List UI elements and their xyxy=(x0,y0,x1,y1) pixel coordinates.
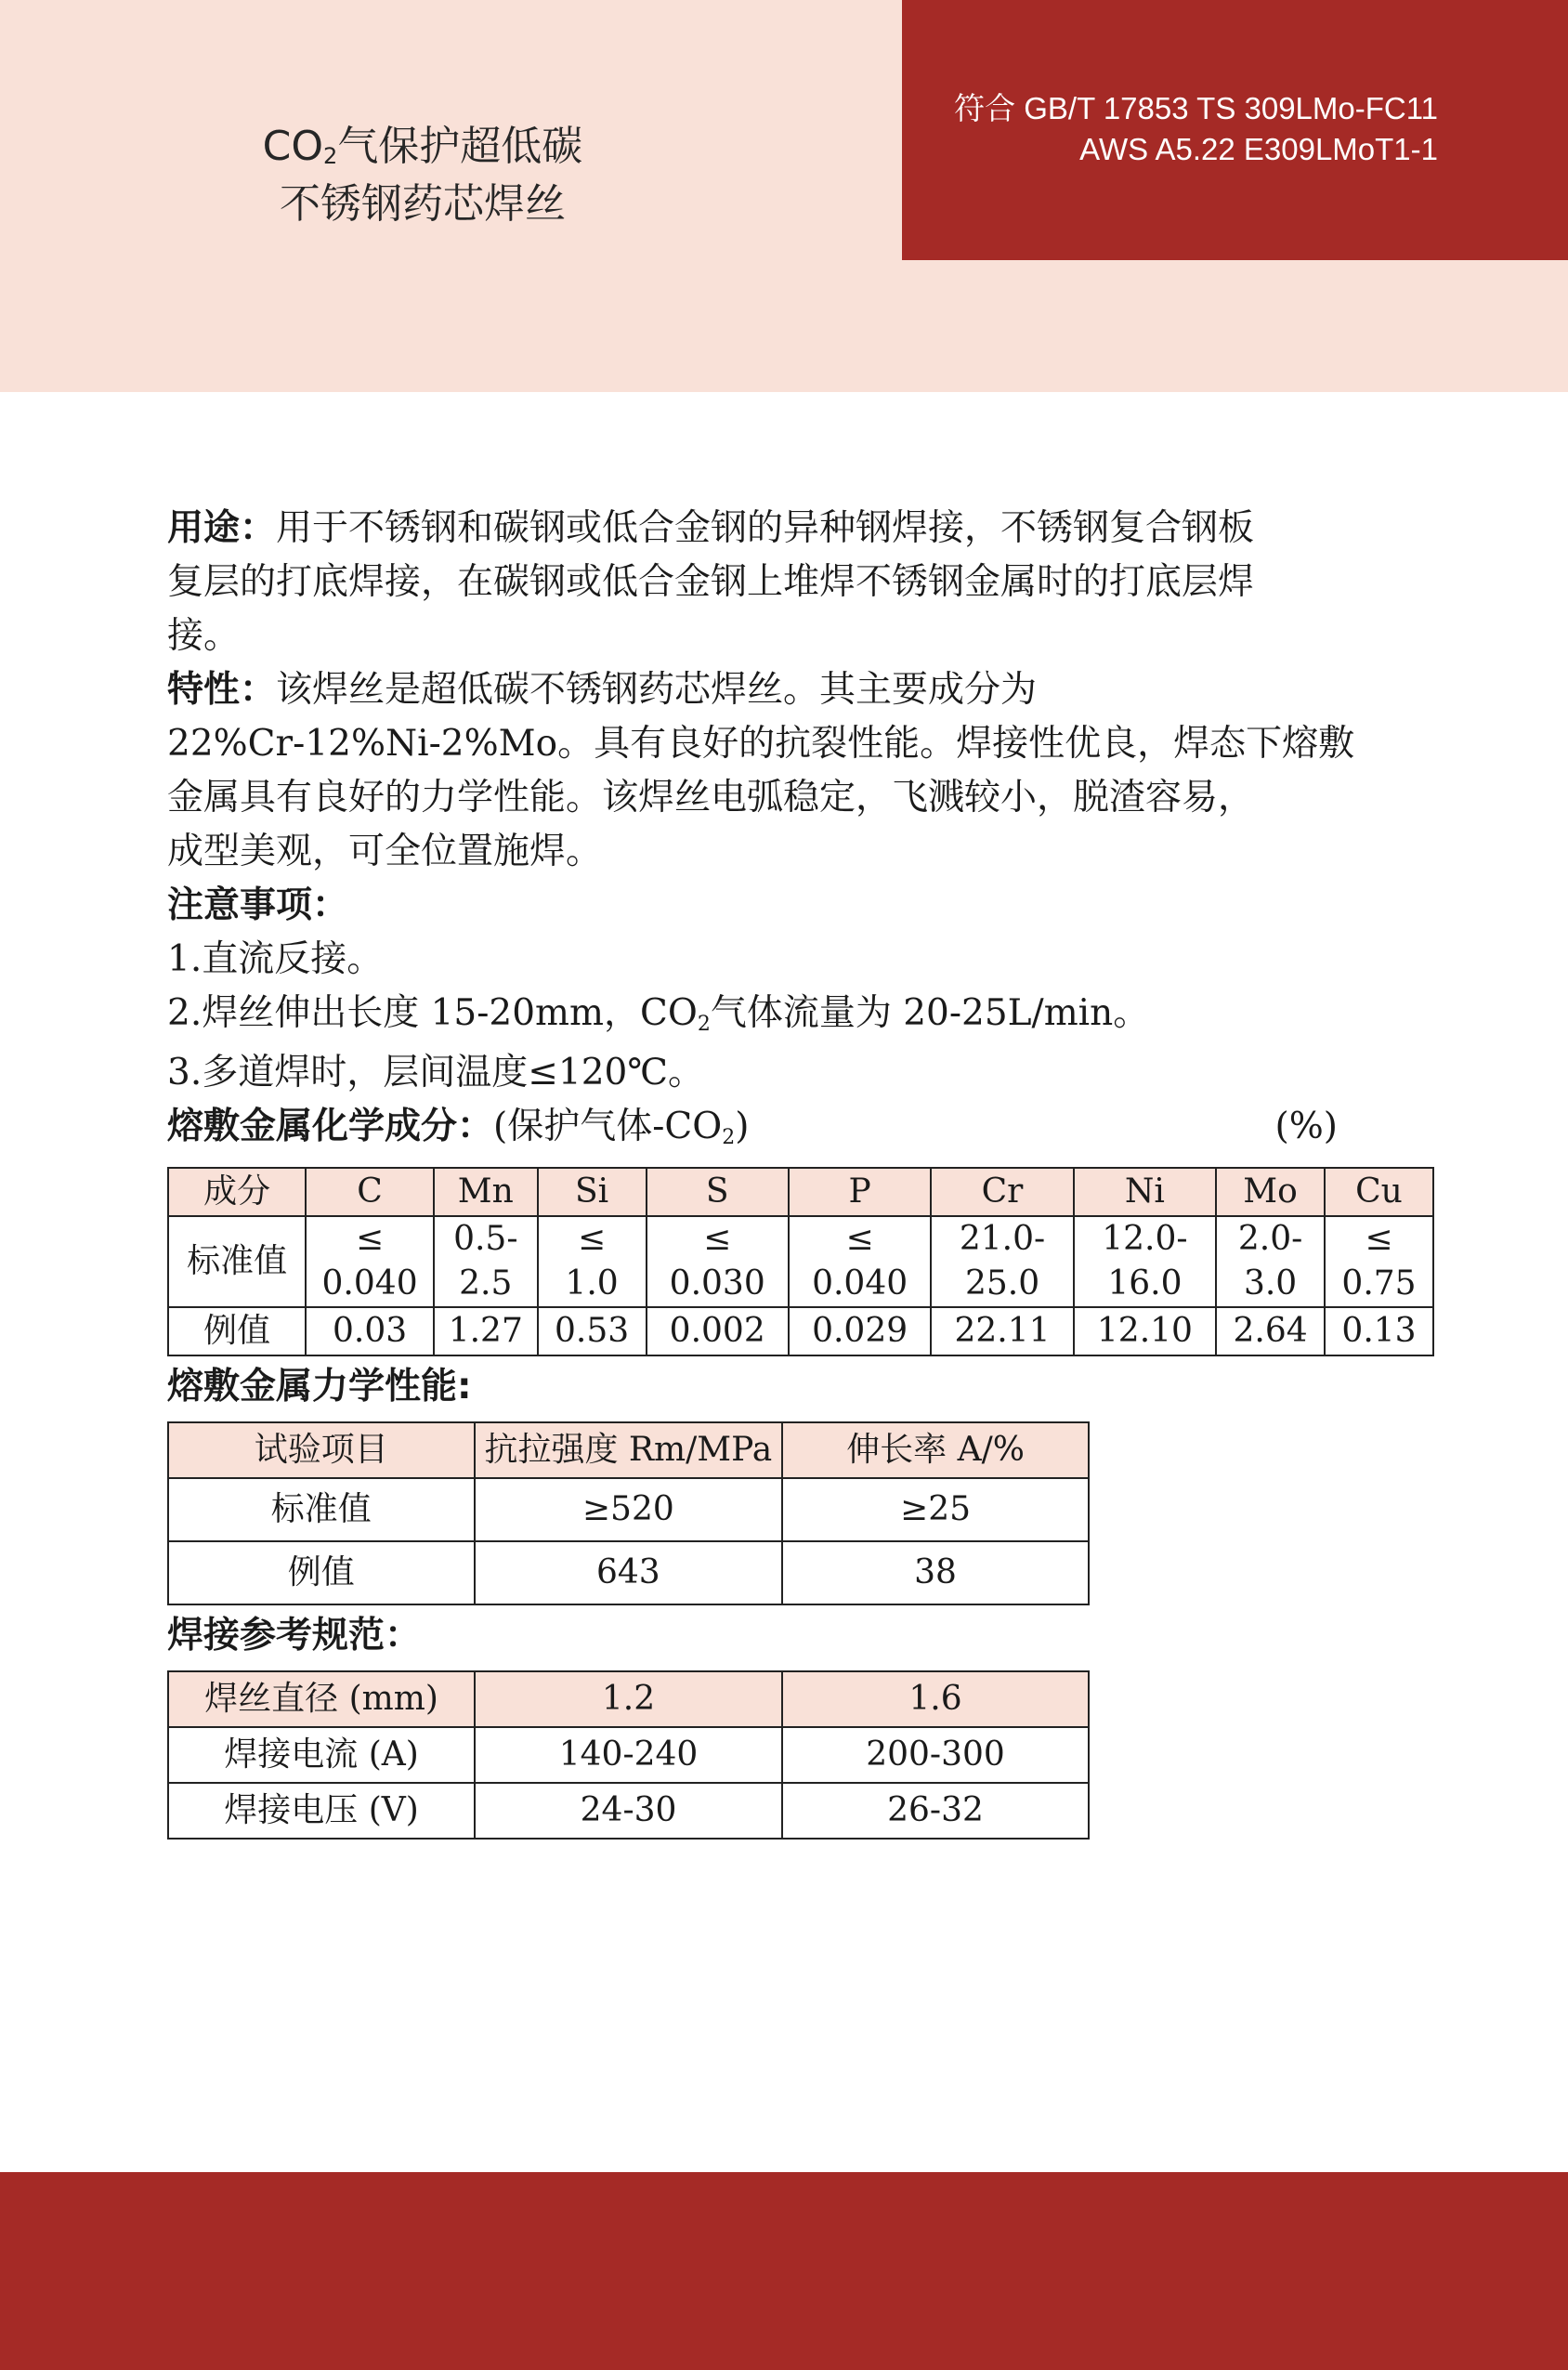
table-cell: ≤ 1.0 xyxy=(538,1216,647,1307)
table-cell: 21.0- 25.0 xyxy=(931,1216,1073,1307)
mechanical-table xyxy=(167,1421,1090,1605)
features-line-2: 22%Cr-12%Ni-2%Mo。具有良好的抗裂性能。焊接性优良，焊态下熔敷 xyxy=(167,723,1355,765)
table-row xyxy=(168,1307,1433,1355)
table-row xyxy=(168,1478,1089,1541)
table-header-cell: Ni xyxy=(1074,1168,1216,1216)
table-header-cell: Cu xyxy=(1325,1168,1433,1216)
table-header-row xyxy=(168,1168,1433,1216)
chemistry-unit: (%) xyxy=(1274,1106,1338,1147)
table-cell: 12.0- 16.0 xyxy=(1074,1216,1216,1307)
footer-band xyxy=(0,2172,1568,2370)
table-header-cell: Si xyxy=(538,1168,647,1216)
table-header-cell: Cr xyxy=(931,1168,1073,1216)
note-item-2: 2.焊丝伸出长度 15-20mm，$CO_2$气体流量为 20-25L/min。 xyxy=(167,992,1150,1036)
table-cell: 焊接电流 (A) xyxy=(168,1727,475,1783)
shielding-gas: (保护气体$-CO_2$) xyxy=(493,1106,750,1149)
note-item-3: 3.多道焊时，层间温度≤120℃。 xyxy=(167,1052,704,1093)
table-header-cell: 抗拉强度 Rm/MPa xyxy=(475,1422,783,1478)
table-cell: 38 xyxy=(782,1541,1089,1604)
table-cell: ≤ 0.75 xyxy=(1325,1216,1433,1307)
table-cell: 12.10 xyxy=(1074,1307,1216,1355)
usage-label: 用途： xyxy=(167,507,277,549)
table-cell: ≥25 xyxy=(782,1478,1089,1541)
table-cell: 0.53 xyxy=(538,1307,647,1355)
table-row xyxy=(168,1216,1433,1307)
table-cell: ≥520 xyxy=(475,1478,783,1541)
table-cell: 1.27 xyxy=(434,1307,538,1355)
mechanical-heading: 熔敷金属力学性能: xyxy=(167,1366,472,1408)
main-content xyxy=(167,502,1431,1840)
standards-box xyxy=(902,0,1568,260)
table-cell: ≤ 0.040 xyxy=(306,1216,434,1307)
table-cell: 例值 xyxy=(168,1541,475,1604)
standards-text xyxy=(954,88,1438,170)
table-row xyxy=(168,1783,1089,1839)
table-cell: ≤ 0.030 xyxy=(647,1216,789,1307)
chemistry-table xyxy=(167,1167,1434,1356)
table-header-row xyxy=(168,1422,1089,1478)
table-header-cell: Mn xyxy=(434,1168,538,1216)
table-header-cell: S xyxy=(647,1168,789,1216)
table-cell: 22.11 xyxy=(931,1307,1073,1355)
table-cell: 0.029 xyxy=(789,1307,931,1355)
usage-paragraph: 用途：用于不锈钢和碳钢或低合金钢的异种钢焊接，不锈钢复合钢板 xyxy=(167,507,1255,549)
table-header-cell: 试验项目 xyxy=(168,1422,475,1478)
table-header-cell: 1.6 xyxy=(782,1671,1089,1727)
standard-aws: AWS A5.22 E309LMoT1-1 xyxy=(1079,132,1438,166)
product-title xyxy=(186,121,660,230)
table-cell: 2.64 xyxy=(1216,1307,1325,1355)
chemistry-heading: 熔敷金属化学成分： xyxy=(167,1106,494,1147)
table-cell: 焊接电压 (V) xyxy=(168,1783,475,1839)
table-cell: 0.002 xyxy=(647,1307,789,1355)
table-cell: 24-30 xyxy=(475,1783,782,1839)
table-header-cell: 成分 xyxy=(168,1168,306,1216)
usage-line-3: 接。 xyxy=(167,615,241,657)
table-cell: 0.13 xyxy=(1325,1307,1433,1355)
row-label: 标准值 xyxy=(168,1216,306,1307)
features-label: 特性： xyxy=(167,669,277,711)
table-cell: 200-300 xyxy=(782,1727,1089,1783)
note-item-1: 1.直流反接。 xyxy=(167,938,384,980)
table-header-cell: 伸长率 A/% xyxy=(782,1422,1089,1478)
chemistry-heading-row xyxy=(167,1100,1338,1159)
title-line-1: $CO_2$气保护超低碳 xyxy=(262,123,583,170)
table-header-cell: C xyxy=(306,1168,434,1216)
table-cell: 0.03 xyxy=(306,1307,434,1355)
table-cell: 标准值 xyxy=(168,1478,475,1541)
table-header-cell: 焊丝直径 (mm) xyxy=(168,1671,475,1727)
table-header-cell: P xyxy=(789,1168,931,1216)
table-row xyxy=(168,1541,1089,1604)
row-label: 例值 xyxy=(168,1307,306,1355)
table-row xyxy=(168,1727,1089,1783)
welding-heading: 焊接参考规范： xyxy=(167,1615,422,1656)
table-cell: 0.5- 2.5 xyxy=(434,1216,538,1307)
table-header-cell: 1.2 xyxy=(475,1671,782,1727)
table-cell: 643 xyxy=(475,1541,783,1604)
table-cell: 26-32 xyxy=(782,1783,1089,1839)
table-header-row xyxy=(168,1671,1089,1727)
welding-table xyxy=(167,1670,1090,1840)
table-cell: 2.0- 3.0 xyxy=(1216,1216,1325,1307)
table-cell: 140-240 xyxy=(475,1727,782,1783)
notes-label: 注意事项： xyxy=(167,884,349,926)
table-cell: ≤ 0.040 xyxy=(789,1216,931,1307)
table-header-cell: Mo xyxy=(1216,1168,1325,1216)
usage-line-2: 复层的打底焊接，在碳钢或低合金钢上堆焊不锈钢金属时的打底层焊 xyxy=(167,561,1255,603)
standard-gb: 符合 GB/T 17853 TS 309LMo-FC11 xyxy=(954,91,1438,125)
features-paragraph: 特性：该焊丝是超低碳不锈钢药芯焊丝。其主要成分为 xyxy=(167,669,1038,711)
features-line-3: 金属具有良好的力学性能。该焊丝电弧稳定，飞溅较小，脱渣容易， xyxy=(167,777,1255,818)
features-line-4: 成型美观，可全位置施焊。 xyxy=(167,831,603,872)
title-line-2: 不锈钢药芯焊丝 xyxy=(280,180,566,228)
